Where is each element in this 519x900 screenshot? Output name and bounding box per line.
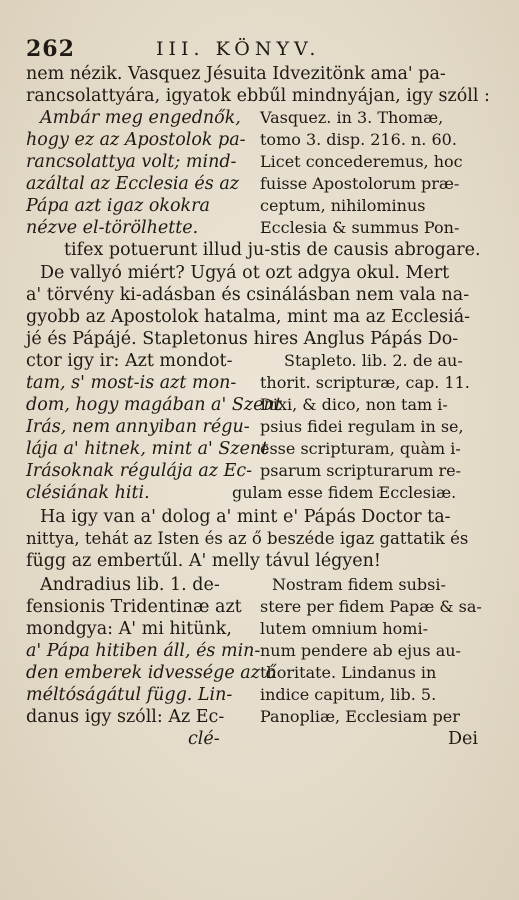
text-line: függ az embertűl. A' melly távul légyen! — [26, 551, 381, 571]
left-column-line: Andradius lib. 1. de- — [40, 575, 220, 595]
left-column-line: tam, s' most-is azt mon- — [26, 373, 237, 393]
right-column-line: fuisse Apostolorum præ- — [260, 174, 460, 193]
left-column-line — [26, 350, 233, 372]
right-column-line: Dixi, & dico, non tam i- — [260, 395, 448, 414]
right-column-line: stere per fidem Papæ & sa- — [260, 597, 482, 616]
text-line: ctor igy ir: Azt mondot- — [26, 351, 233, 371]
left-column-line: méltóságátul függ. Lin- — [26, 685, 233, 705]
left-column-line: hogy ez az Apostolok pa- — [26, 130, 246, 150]
text-line: Ha igy van a' dolog a' mint e' Pápás Doctor ta- — [40, 507, 451, 527]
right-column-line: psarum scripturarum re- — [260, 461, 462, 480]
right-column-line: lutem omnium homi- — [260, 619, 428, 638]
page-number: 262 — [26, 36, 75, 62]
left-column-line: rancsolattya volt; mind- — [26, 152, 237, 172]
text-line: nittya, tehát az Isten és az ő beszéde igaz gattatik és — [26, 529, 469, 548]
page-header — [26, 36, 499, 62]
text-line: tifex potuerunt illud ju-stis de causis abrogare. — [64, 240, 481, 260]
running-head: III. KÖNYV. — [156, 38, 321, 60]
left-column-line: Irásoknak régulája az Ec- — [26, 461, 253, 481]
right-column-line: Licet concederemus, hoc — [260, 152, 463, 171]
text-line: clé- — [188, 729, 220, 749]
right-column-line: tomo 3. disp. 216. n. 60. — [260, 130, 457, 149]
right-column-line: num pendere ab ejus au- — [260, 641, 461, 660]
left-column-line: Pápa azt igaz okokra — [26, 196, 210, 216]
right-column-line: ceptum, nihilominus — [260, 196, 426, 215]
right-column-line: psius fidei regulam in se, — [260, 417, 464, 436]
text-line: rancsolattyára, igyatok ebbűl mindnyájan, igy szóll : — [26, 86, 490, 106]
left-column-line: danus igy szóll: Az Ec- — [26, 707, 225, 727]
left-column-line: Irás, nem annyiban régu- — [26, 417, 250, 437]
text-line: gyobb az Apostolok hatalma, mint ma az Ecclesiá- — [26, 307, 471, 327]
left-column-line: nézve el-törölhette. — [26, 218, 199, 238]
left-column-line: mondgya: A' mi hitünk, — [26, 619, 232, 639]
text-line: a' törvény ki-adásban és csinálásban nem vala na- — [26, 285, 470, 305]
right-column-line: Vasquez. in 3. Thomæ, — [260, 108, 444, 127]
text-line: De vallyó miért? Ugyá ot ozt adgya okul. Mert — [40, 263, 450, 283]
text-line: nem nézik. Vasquez Jésuita Idvezitönk ama' pa- — [26, 64, 446, 84]
right-column-line: gulam esse fidem Ecclesiæ. — [232, 483, 457, 502]
left-column-line: a' Pápa hitiben áll, és min- — [26, 641, 261, 661]
left-column-line: fensionis Tridentinæ azt — [26, 597, 242, 617]
left-column-line: dom, hogy magában a' Szent — [26, 395, 282, 415]
left-column-line: azáltal az Ecclesia és az — [26, 174, 239, 194]
right-column-line: Ecclesia & summus Pon- — [260, 218, 460, 237]
catchword: Dei — [448, 729, 478, 749]
right-column-line: thorit. scripturæ, cap. 11. — [260, 373, 470, 392]
left-column-line: den emberek idvessége az ő — [26, 663, 277, 683]
right-column-line: thoritate. Lindanus in — [260, 663, 437, 682]
left-column-line: clésiának hiti. — [26, 483, 150, 503]
right-column-line: Nostram fidem subsi- — [272, 575, 446, 594]
right-column-line: Stapleto. lib. 2. de au- — [284, 351, 463, 370]
right-column-line: Panopliæ, Ecclesiam per — [260, 707, 460, 726]
left-column-line: lája a' hitnek, mint a' Szent — [26, 439, 269, 459]
left-column-line: Ambár meg engednők, — [40, 108, 241, 128]
text-line: jé és Pápájé. Stapletonus hires Anglus Pápás Do- — [26, 329, 459, 349]
right-column-line: indice capitum, lib. 5. — [260, 685, 437, 704]
right-column-line: esse scripturam, quàm i- — [260, 439, 461, 458]
